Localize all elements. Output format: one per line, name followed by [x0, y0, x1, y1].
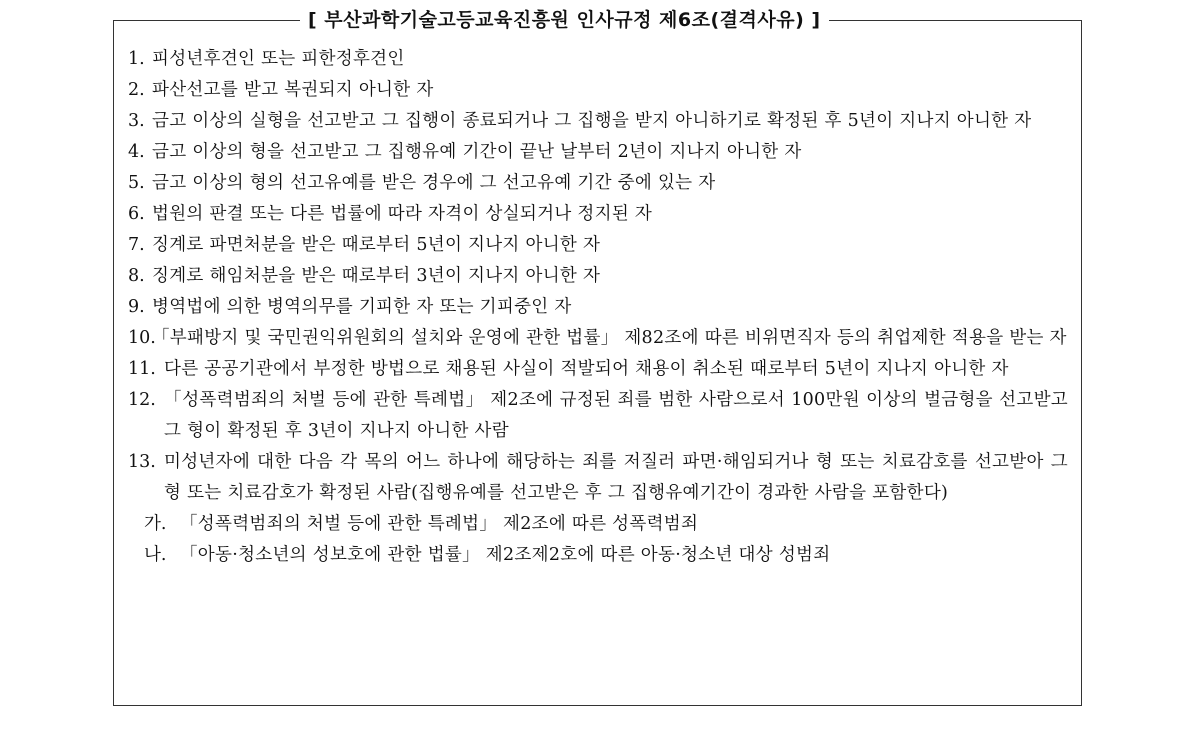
list-item [128, 199, 1068, 230]
list-item [128, 354, 1068, 385]
list-item [128, 75, 1068, 106]
item-number: 8. [128, 266, 145, 286]
item-number: 13. [128, 452, 156, 472]
list-item [128, 230, 1068, 261]
item-text: 금고 이상의 형의 선고유예를 받은 경우에 그 선고유예 기간 중에 있는 자 [152, 173, 716, 193]
item-text: 징계로 파면처분을 받은 때로부터 5년이 지나지 아니한 자 [152, 235, 601, 255]
list-item [128, 168, 1068, 199]
list-item [128, 385, 1068, 447]
item-text: 「부패방지 및 국민권익위원회의 설치와 운영에 관한 법률」 제82조에 따른 비위면직자 등의 취업제한 적용을 받는 자 [152, 328, 1067, 348]
item-text: 「성폭력범죄의 처벌 등에 관한 특례법」 제2조에 규정된 죄를 범한 사람으로서 100만원 이상의 벌금형을 선고받고 그 형이 확정된 후 3년이 지나지 아니한 사람 [164, 390, 1068, 441]
list-item [128, 106, 1068, 137]
item-number: 9. [128, 297, 145, 317]
list-item [128, 323, 1068, 354]
item-text: 징계로 해임처분을 받은 때로부터 3년이 지나지 아니한 자 [152, 266, 601, 286]
sub-item-marker: 나. [144, 545, 167, 565]
item-number: 2. [128, 80, 145, 100]
item-text: 법원의 판결 또는 다른 법률에 따라 자격이 상실되거나 정지된 자 [152, 204, 653, 224]
disqualification-list [128, 44, 1068, 571]
list-item [128, 447, 1068, 509]
item-number: 11. [128, 359, 156, 379]
item-number: 3. [128, 111, 145, 131]
item-text: 미성년자에 대한 다음 각 목의 어느 하나에 해당하는 죄를 저질러 파면·해임되거나 형 또는 치료감호를 선고받아 그 형 또는 치료감호가 확정된 사람(집행유예를 선고받은 후 그 집행유예기간이 경과한 사람을 포함한다) [164, 452, 1068, 503]
item-number: 4. [128, 142, 145, 162]
sub-item-text: 「아동·청소년의 성보호에 관한 법률」 제2조제2호에 따른 아동·청소년 대상 성범죄 [180, 545, 831, 565]
sub-list-item [128, 509, 1068, 540]
item-number: 6. [128, 204, 145, 224]
list-item [128, 44, 1068, 75]
sub-list-item [128, 540, 1068, 571]
list-item [128, 292, 1068, 323]
item-number: 12. [128, 390, 156, 410]
item-number: 1. [128, 49, 145, 69]
item-number: 7. [128, 235, 145, 255]
item-text: 다른 공공기관에서 부정한 방법으로 채용된 사실이 적발되어 채용이 취소된 때로부터 5년이 지나지 아니한 자 [164, 359, 1009, 379]
sub-item-marker: 가. [144, 514, 167, 534]
item-text: 파산선고를 받고 복권되지 아니한 자 [152, 80, 434, 100]
item-text: 금고 이상의 형을 선고받고 그 집행유예 기간이 끝난 날부터 2년이 지나지 아니한 자 [152, 142, 802, 162]
regulation-title: [ 부산과학기술고등교육진흥원 인사규정 제6조(결격사유) ] [300, 6, 829, 34]
list-item [128, 137, 1068, 168]
item-text: 피성년후견인 또는 피한정후견인 [152, 49, 405, 69]
list-item [128, 261, 1068, 292]
item-text: 병역법에 의한 병역의무를 기피한 자 또는 기피중인 자 [152, 297, 572, 317]
item-number: 10. [128, 328, 156, 348]
sub-item-text: 「성폭력범죄의 처벌 등에 관한 특례법」 제2조에 따른 성폭력범죄 [180, 514, 699, 534]
item-text: 금고 이상의 실형을 선고받고 그 집행이 종료되거나 그 집행을 받지 아니하기로 확정된 후 5년이 지나지 아니한 자 [152, 111, 1032, 131]
item-number: 5. [128, 173, 145, 193]
